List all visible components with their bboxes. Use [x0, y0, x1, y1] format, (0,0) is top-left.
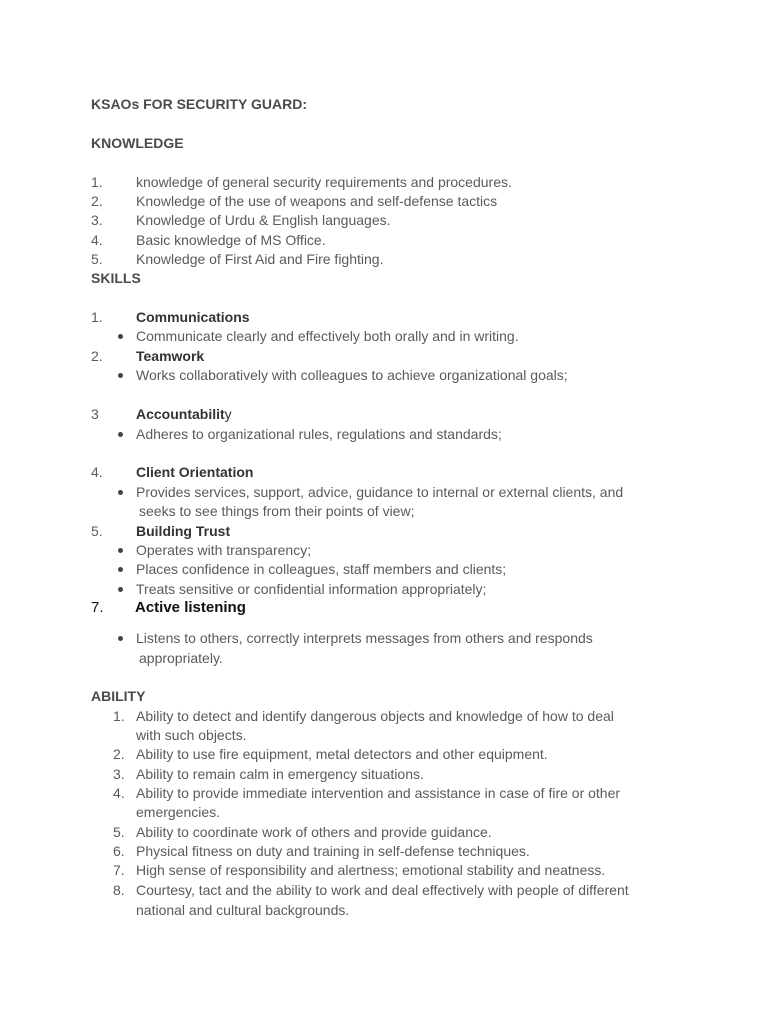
ability-num-8: 8.: [113, 882, 125, 898]
skill-num-2: 2.: [91, 348, 103, 364]
knowledge-item-3: Knowledge of Urdu & English languages.: [136, 212, 391, 228]
ability-item-3: Ability to remain calm in emergency situations.: [136, 766, 424, 782]
skill-bullet-building-trust-2: Places confidence in colleagues, staff members and clients;: [136, 561, 507, 577]
skill-bullet-client-orientation-line-1: Provides services, support, advice, guidance to internal or external clients, and: [136, 484, 624, 500]
knowledge-item-2: Knowledge of the use of weapons and self-defense tactics: [136, 193, 498, 209]
ability-item-8-line-1: Courtesy, tact and the ability to work and deal effectively with people of different: [136, 882, 629, 898]
knowledge-item-4: Basic knowledge of MS Office.: [136, 232, 326, 248]
ability-item-2: Ability to use fire equipment, metal detectors and other equipment.: [136, 746, 548, 762]
bullet-icon: [118, 490, 123, 495]
knowledge-item-1: knowledge of general security requirements and procedures.: [136, 174, 512, 190]
skill-num-1: 1.: [91, 309, 103, 325]
knowledge-item-5: Knowledge of First Aid and Fire fighting.: [136, 251, 384, 267]
ability-item-4-line-1: Ability to provide immediate intervention and assistance in case of fire or other: [136, 785, 621, 801]
skill-bullet-accountability: Adheres to organizational rules, regulations and standards;: [136, 426, 502, 442]
skill-title-active-listening: Active listening: [135, 599, 246, 616]
ability-num-5: 5.: [113, 824, 125, 840]
ability-item-6: Physical fitness on duty and training in self-defense techniques.: [136, 843, 530, 859]
bullet-icon: [118, 587, 123, 592]
ability-heading: ABILITY: [91, 688, 146, 704]
skill-bullet-client-orientation-line-2: seeks to see things from their points of view;: [139, 503, 415, 519]
bullet-icon: [118, 567, 123, 572]
ability-item-1-line-1: Ability to detect and identify dangerous objects and knowledge of how to deal: [136, 708, 614, 724]
skill-bullet-teamwork: Works collaboratively with colleagues to achieve organizational goals;: [136, 367, 568, 383]
skill-bullet-active-listening-line-1: Listens to others, correctly interprets messages from others and responds: [136, 630, 593, 646]
skill-title-building-trust: Building Trust: [136, 523, 231, 539]
knowledge-num-5: 5.: [91, 251, 103, 267]
skill-num-7: 7.: [91, 599, 104, 616]
ability-item-4-line-2: emergencies.: [136, 804, 221, 820]
skill-bullet-building-trust-3: Treats sensitive or confidential information appropriately;: [136, 581, 487, 597]
skill-num-4: 4.: [91, 464, 103, 480]
bullet-icon: [118, 373, 123, 378]
bullet-icon: [118, 548, 123, 553]
ability-item-5: Ability to coordinate work of others and provide guidance.: [136, 824, 492, 840]
skill-title-accountability-suffix: y: [224, 406, 232, 422]
ability-num-2: 2.: [113, 746, 125, 762]
skill-title-communications: Communications: [136, 309, 250, 325]
bullet-icon: [118, 334, 123, 339]
skill-num-3: 3: [91, 406, 99, 422]
skill-title-accountability-main: Accountabilit: [136, 406, 225, 422]
skill-bullet-building-trust-1: Operates with transparency;: [136, 542, 312, 558]
ability-num-6: 6.: [113, 843, 125, 859]
skill-bullet-communications: Communicate clearly and effectively both orally and in writing.: [136, 328, 519, 344]
document-title: KSAOs FOR SECURITY GUARD:: [91, 96, 307, 112]
ability-num-7: 7.: [113, 862, 125, 878]
knowledge-num-1: 1.: [91, 174, 103, 190]
knowledge-num-2: 2.: [91, 193, 103, 209]
ability-item-1-line-2: with such objects.: [136, 727, 247, 743]
ability-item-7: High sense of responsibility and alertness; emotional stability and neatness.: [136, 862, 606, 878]
bullet-icon: [118, 636, 123, 641]
ability-num-1: 1.: [113, 708, 125, 724]
skill-title-accountability: [136, 406, 232, 423]
knowledge-num-3: 3.: [91, 212, 103, 228]
skills-heading: SKILLS: [91, 270, 141, 286]
ability-item-8-line-2: national and cultural backgrounds.: [136, 902, 350, 918]
ability-num-4: 4.: [113, 785, 125, 801]
skill-title-teamwork: Teamwork: [136, 348, 205, 364]
ability-num-3: 3.: [113, 766, 125, 782]
bullet-icon: [118, 432, 123, 437]
knowledge-heading: KNOWLEDGE: [91, 135, 184, 151]
skill-title-client-orientation: Client Orientation: [136, 464, 254, 480]
knowledge-num-4: 4.: [91, 232, 103, 248]
skill-bullet-active-listening-line-2: appropriately.: [139, 650, 223, 666]
skill-num-5: 5.: [91, 523, 103, 539]
